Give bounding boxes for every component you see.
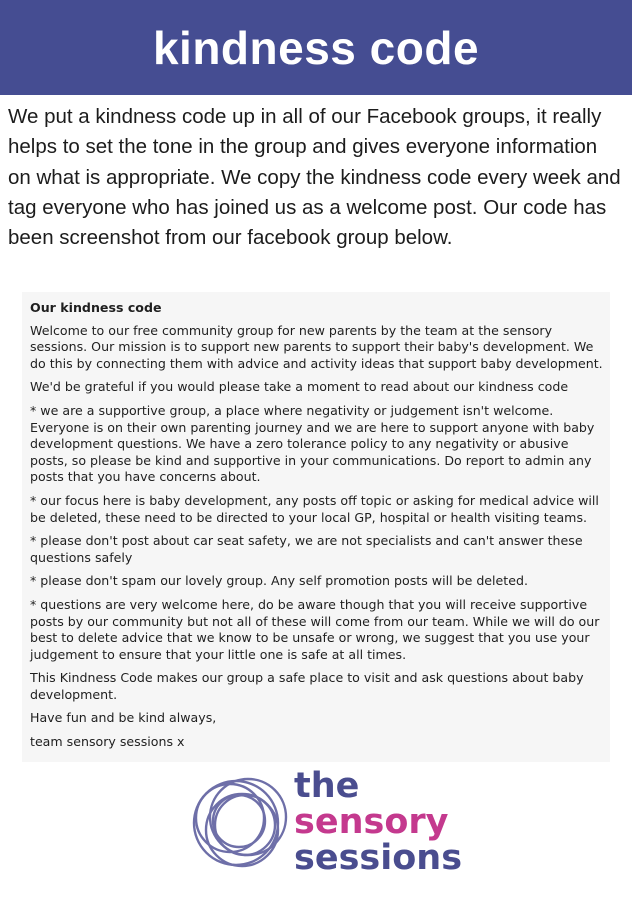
screenshot-paragraph: * we are a supportive group, a place where negativity or judgement isn't welcome. Everyone is on their own parenting journey and we are here to support anyone with baby development questions. We have a zero tolerance policy to any negativity or abusive posts, so please be kind and supportive in your communications. Do report to admin any posts that you have concerns about.: [30, 402, 595, 485]
intro-text: We put a kindness code up in all of our Facebook groups, it really helps to set the tone in the group and gives everyone information on what is appropriate. We copy the kindness code every week and tag everyone who has joined us as a welcome post. Our code has been screenshot from our facebook group below.: [8, 105, 621, 250]
screenshot-paragraph: * questions are very welcome here, do be aware though that you will receive supportive posts by our community but not all of these will come from our team. While we will do our best to delete advice that we know to be unsafe or wrong, we suggest that you use your judgement to ensure that your little one is safe at all times.: [30, 596, 600, 662]
logo-wordmark: [294, 768, 462, 876]
screenshot-paragraph: We'd be grateful if you would please take a moment to read about our kindness code: [30, 379, 569, 395]
screenshot-paragraph: * our focus here is baby development, any posts off topic or asking for medical advice will be deleted, these need to be directed to your local GP, hospital or health visiting teams.: [30, 492, 599, 525]
header-banner: [0, 0, 632, 95]
screenshot-paragraph: * please don't post about car seat safety, we are not specialists and can't answer these questions safely: [30, 533, 583, 565]
screenshot-paragraph: Welcome to our free community group for new parents by the team at the sensory sessions. Our mission is to support new parents to support their baby's development. We do this by connecting them with advice and activity ideas that support baby development.: [30, 322, 603, 371]
sensory-sessions-logo: [190, 766, 463, 890]
facebook-post-screenshot: [22, 292, 610, 762]
screenshot-heading: Our kindness code: [30, 300, 162, 315]
screenshot-paragraph: team sensory sessions x: [30, 734, 185, 750]
screenshot-paragraph: * please don't spam our lovely group. Any self promotion posts will be deleted.: [30, 573, 528, 589]
screenshot-paragraph: This Kindness Code makes our group a safe place to visit and ask questions about baby development.: [30, 670, 584, 702]
page-title: kindness code: [152, 21, 480, 74]
logo-word-the: the: [294, 766, 360, 806]
rings-logo-icon: [190, 770, 296, 876]
logo-word-sessions: sessions: [294, 838, 463, 878]
screenshot-paragraph: Have fun and be kind always,: [30, 710, 217, 726]
logo-word-sensory: sensory: [294, 802, 449, 842]
